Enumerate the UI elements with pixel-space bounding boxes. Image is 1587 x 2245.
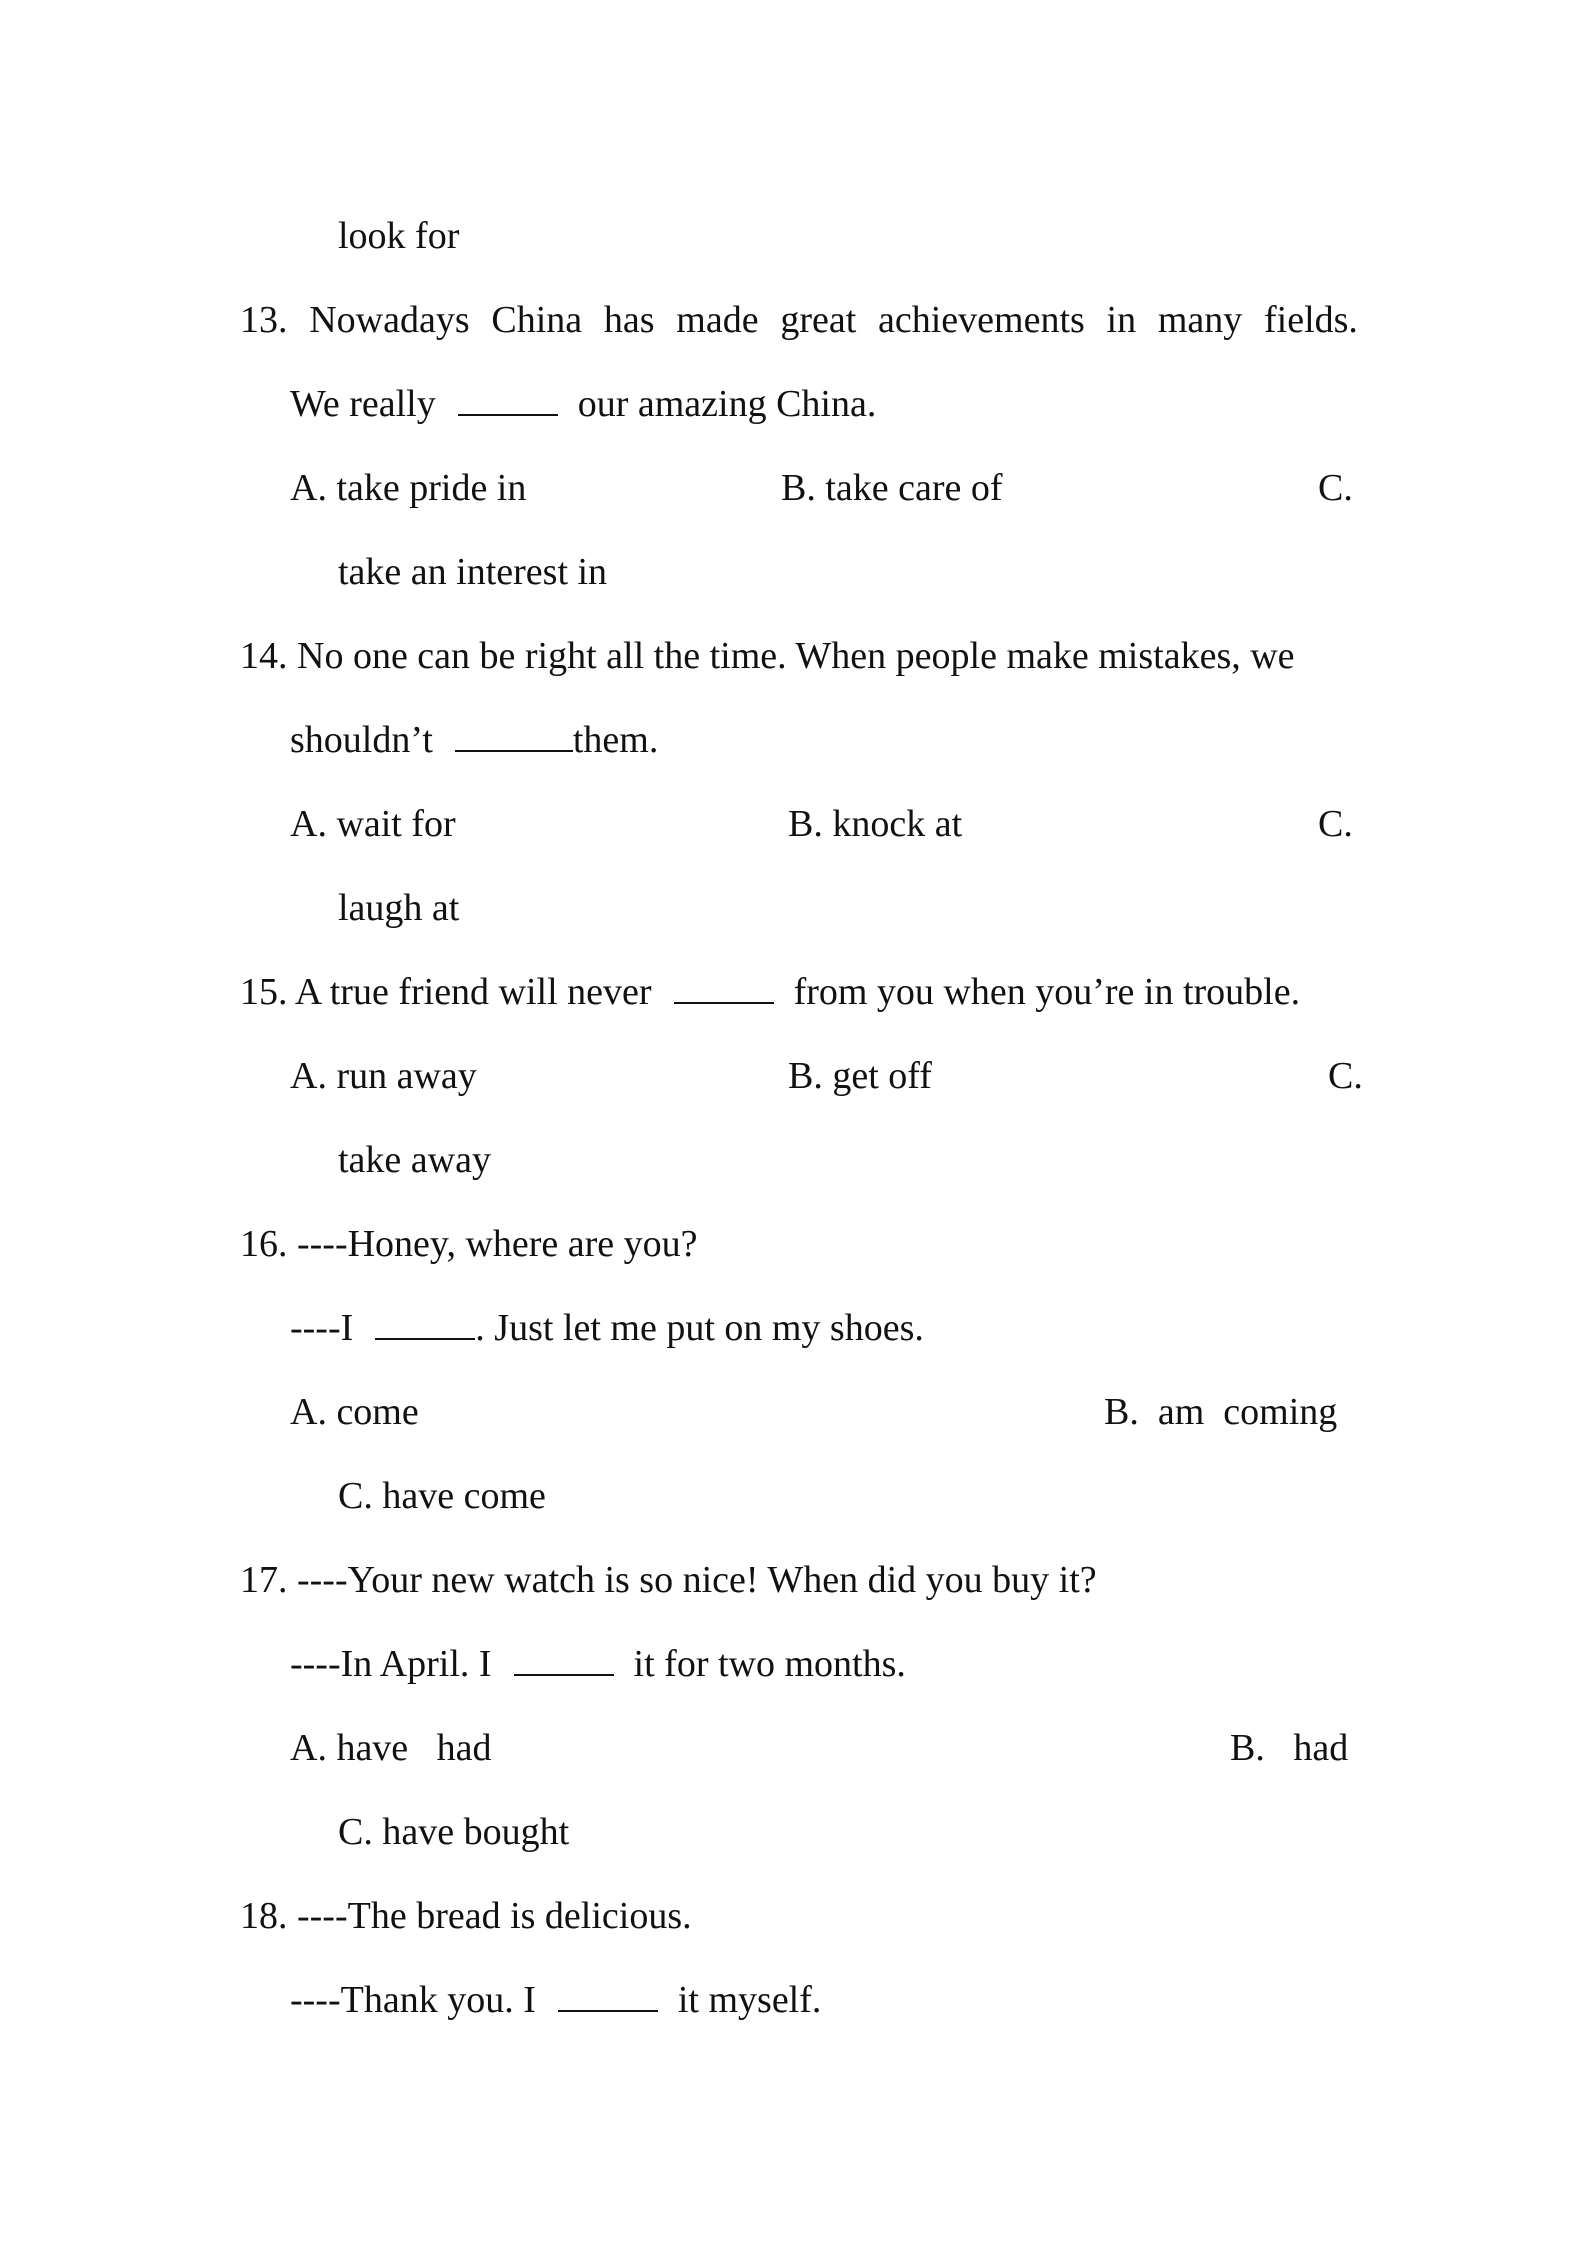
q13-word: Nowadays xyxy=(309,299,470,341)
q15-stem-line1 xyxy=(240,969,1300,1015)
q14-option-b: B. knock at xyxy=(788,803,963,845)
q14-stem-before-blank: shouldn’t xyxy=(290,719,433,761)
q16-stem-before-blank: ----I xyxy=(290,1307,354,1349)
q15-stem-before-blank: 15. A true friend will never xyxy=(240,971,652,1013)
q14-option-a: A. wait for xyxy=(290,803,456,845)
q14-option-c-letter: C. xyxy=(1318,803,1353,845)
q13-stem-after-blank: our amazing China. xyxy=(577,383,877,425)
q17-option-c: C. have bought xyxy=(338,1811,570,1853)
q13-word: made xyxy=(676,299,759,341)
q14-option-c-text: laugh at xyxy=(338,887,460,929)
q15-option-b: B. get off xyxy=(788,1055,932,1097)
q15-option-c-text: take away xyxy=(338,1139,491,1181)
q16-option-c: C. have come xyxy=(338,1475,546,1517)
q13-option-b: B. take care of xyxy=(781,467,1003,509)
q12-option-c-text: look for xyxy=(338,215,460,257)
q13-word: achievements xyxy=(878,299,1085,341)
q13-option-c-text: take an interest in xyxy=(338,551,608,593)
q13-stem-line1 xyxy=(240,297,1358,343)
q18-stem-line1: 18. ----The bread is delicious. xyxy=(240,1895,692,1937)
q13-word: 13. xyxy=(240,299,288,341)
q13-word: in xyxy=(1106,299,1137,341)
q17-stem-line1: 17. ----Your new watch is so nice! When did you buy it? xyxy=(240,1559,1097,1601)
q14-answer-blank xyxy=(455,720,573,752)
q13-word: fields. xyxy=(1264,299,1358,341)
q16-stem-after-blank: . Just let me put on my shoes. xyxy=(475,1307,924,1349)
q18-stem-before-blank: ----Thank you. I xyxy=(290,1979,536,2021)
q17-option-b: B. had xyxy=(1230,1727,1349,1769)
q14-stem-line1: 14. No one can be right all the time. When people make mistakes, we xyxy=(240,635,1295,677)
q15-option-c-letter: C. xyxy=(1328,1055,1363,1097)
q18-stem-after-blank: it myself. xyxy=(677,1979,822,2021)
q15-stem-after-blank: from you when you’re in trouble. xyxy=(793,971,1301,1013)
q15-answer-blank xyxy=(674,972,774,1004)
q13-word: great xyxy=(780,299,857,341)
q17-stem-after-blank: it for two months. xyxy=(633,1643,906,1685)
q13-option-c-letter: C. xyxy=(1318,467,1353,509)
q13-stem-line2 xyxy=(290,381,876,427)
q14-stem-after-blank: them. xyxy=(572,719,659,761)
q16-stem-line2 xyxy=(290,1305,924,1351)
q16-option-b: B. am coming xyxy=(1104,1391,1338,1433)
q17-option-a: A. have had xyxy=(290,1727,492,1769)
q17-stem-before-blank: ----In April. I xyxy=(290,1643,492,1685)
q15-option-a: A. run away xyxy=(290,1055,477,1097)
q13-word: China xyxy=(491,299,583,341)
q13-answer-blank xyxy=(458,384,558,416)
q14-stem-line2 xyxy=(290,717,658,763)
q17-answer-blank xyxy=(514,1644,614,1676)
q16-option-a: A. come xyxy=(290,1391,419,1433)
q16-stem-line1: 16. ----Honey, where are you? xyxy=(240,1223,698,1265)
q16-answer-blank xyxy=(375,1308,475,1340)
q13-stem-before-blank: We really xyxy=(290,383,436,425)
q13-word: has xyxy=(603,299,655,341)
q13-option-a: A. take pride in xyxy=(290,467,527,509)
q18-answer-blank xyxy=(558,1980,658,2012)
q18-stem-line2 xyxy=(290,1977,821,2023)
q13-word: many xyxy=(1157,299,1243,341)
q17-stem-line2 xyxy=(290,1641,906,1687)
